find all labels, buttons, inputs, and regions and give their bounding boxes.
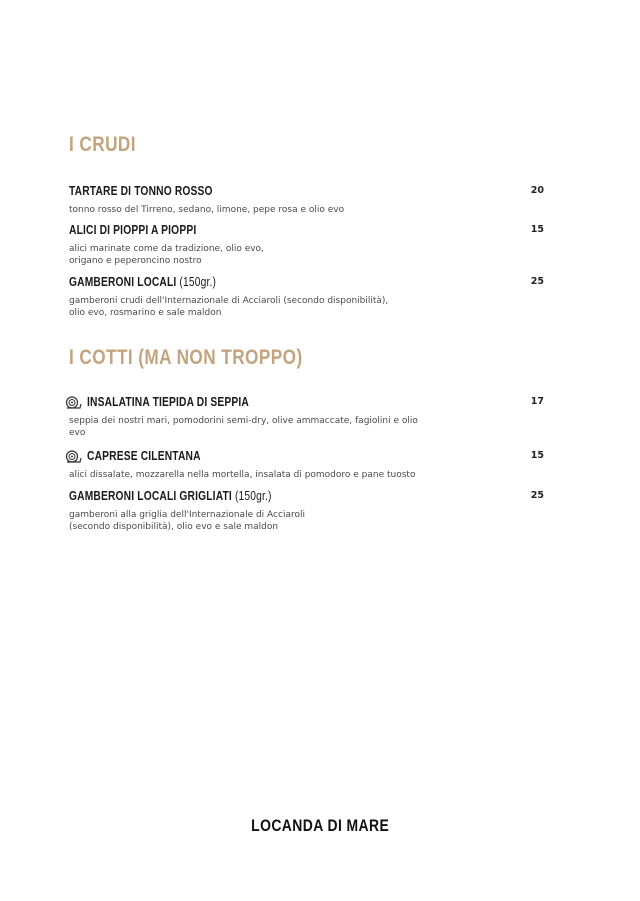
footer-brand bbox=[0, 816, 640, 836]
menu-item-insalatina-seppia bbox=[69, 393, 549, 439]
menu-item-caprese-cilentana bbox=[69, 447, 549, 482]
dish-description: alici marinate come da tradizione, olio evo, origano e peperoncino nostro bbox=[69, 244, 264, 266]
snail-icon bbox=[65, 396, 82, 409]
dish-description: seppia dei nostri mari, pomodorini semi-dry, olive ammaccate, fagiolini e olio evo bbox=[69, 416, 418, 438]
dish-name: GAMBERONI LOCALI (150gr.) bbox=[69, 275, 217, 289]
menu-item-gamberoni-crudi bbox=[69, 273, 549, 319]
dish-name: CAPRESE CILENTANA bbox=[87, 449, 201, 463]
dish-price: 20 bbox=[530, 185, 544, 196]
dish-weight: (150gr.) bbox=[234, 489, 272, 503]
dish-description: alici dissalate, mozzarella nella mortella, insalata di pomodoro e pane tuosto bbox=[69, 470, 416, 480]
dish-name: INSALATINA TIEPIDA DI SEPPIA bbox=[87, 395, 249, 409]
dish-price: 17 bbox=[530, 396, 544, 407]
brand-name: LOCANDA DI MARE bbox=[250, 816, 390, 835]
dish-price: 15 bbox=[530, 450, 544, 461]
section-title-cotti: I COTTI (MA NON TROPPO) bbox=[69, 346, 303, 369]
dish-description: gamberoni alla griglia dell'Internazionale di Acciaroli (secondo disponibilità), olio evo e sale maldon bbox=[69, 510, 305, 532]
dish-price: 25 bbox=[530, 490, 544, 501]
dish-name: GAMBERONI LOCALI GRIGLIATI (150gr.) bbox=[69, 489, 272, 503]
menu-item-alici bbox=[69, 221, 549, 267]
dish-description: gamberoni crudi dell'Internazionale di Acciaroli (secondo disponibilità), olio evo, rosmarino e sale maldon bbox=[69, 296, 389, 318]
dish-price: 15 bbox=[530, 224, 544, 235]
menu-item-tartare bbox=[69, 182, 549, 217]
dish-price: 25 bbox=[530, 276, 544, 287]
section-title-crudi: I CRUDI bbox=[69, 133, 136, 156]
dish-description: tonno rosso del Tirreno, sedano, limone, pepe rosa e olio evo bbox=[69, 205, 345, 215]
snail-icon bbox=[65, 450, 82, 463]
dish-weight: (150gr.) bbox=[179, 275, 217, 289]
dish-name: TARTARE DI TONNO ROSSO bbox=[69, 184, 213, 198]
dish-name: ALICI DI PIOPPI A PIOPPI bbox=[69, 223, 197, 237]
menu-item-gamberoni-grigliati bbox=[69, 487, 549, 533]
